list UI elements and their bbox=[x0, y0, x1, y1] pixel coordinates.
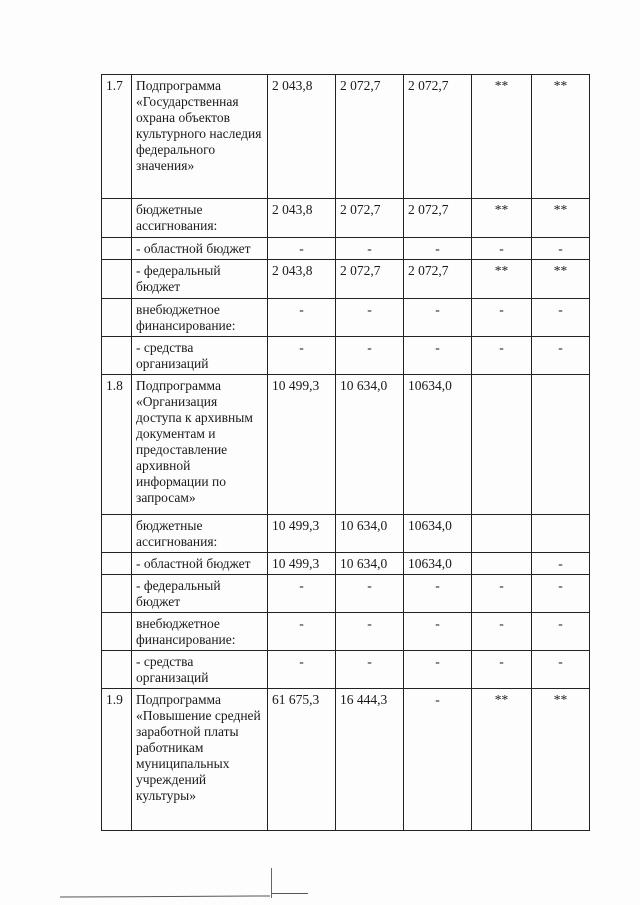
value-cell: - bbox=[404, 651, 472, 689]
value-cell: - bbox=[532, 553, 590, 575]
value-cell: - bbox=[336, 613, 404, 651]
row-label: - федеральный бюджет bbox=[132, 260, 268, 299]
row-index: 1.7 bbox=[102, 75, 132, 199]
value-cell: - bbox=[404, 299, 472, 337]
table-row bbox=[102, 375, 590, 515]
value-cell: - bbox=[472, 613, 532, 651]
row-index bbox=[102, 515, 132, 553]
value-cell: - bbox=[268, 575, 336, 613]
value-cell: ** bbox=[472, 75, 532, 199]
row-index bbox=[102, 238, 132, 260]
value-cell: 2 072,7 bbox=[404, 75, 472, 199]
value-cell: - bbox=[472, 337, 532, 375]
value-cell: 2 072,7 bbox=[336, 260, 404, 299]
table-row bbox=[102, 553, 590, 575]
row-label: - средства организаций bbox=[132, 651, 268, 689]
row-index bbox=[102, 299, 132, 337]
row-index bbox=[102, 199, 132, 238]
table-row bbox=[102, 575, 590, 613]
table-row bbox=[102, 238, 590, 260]
row-label: - средства организаций bbox=[132, 337, 268, 375]
value-cell: - bbox=[404, 575, 472, 613]
row-label: Подпрограмма «Государственная охрана объектов культурного наследия федерального значения» bbox=[132, 75, 268, 199]
value-cell: ** bbox=[532, 689, 590, 831]
value-cell: 10 499,3 bbox=[268, 553, 336, 575]
value-cell: 10634,0 bbox=[404, 375, 472, 515]
value-cell: - bbox=[532, 575, 590, 613]
row-index bbox=[102, 260, 132, 299]
table-row bbox=[102, 260, 590, 299]
row-index: 1.8 bbox=[102, 375, 132, 515]
table-row bbox=[102, 651, 590, 689]
budget-table bbox=[101, 74, 590, 831]
value-cell bbox=[532, 375, 590, 515]
value-cell: - bbox=[532, 238, 590, 260]
row-label: - областной бюджет bbox=[132, 553, 268, 575]
value-cell: 10 634,0 bbox=[336, 553, 404, 575]
row-index bbox=[102, 553, 132, 575]
value-cell: 2 072,7 bbox=[404, 260, 472, 299]
table-row bbox=[102, 199, 590, 238]
table-row bbox=[102, 75, 590, 199]
value-cell: 10634,0 bbox=[404, 515, 472, 553]
value-cell bbox=[472, 515, 532, 553]
value-cell: 61 675,3 bbox=[268, 689, 336, 831]
row-index bbox=[102, 575, 132, 613]
table-row bbox=[102, 299, 590, 337]
value-cell bbox=[472, 553, 532, 575]
value-cell: - bbox=[336, 651, 404, 689]
value-cell: - bbox=[404, 238, 472, 260]
value-cell: 10 634,0 bbox=[336, 375, 404, 515]
value-cell: 2 072,7 bbox=[336, 75, 404, 199]
value-cell: - bbox=[268, 299, 336, 337]
value-cell: - bbox=[404, 613, 472, 651]
value-cell: - bbox=[268, 238, 336, 260]
value-cell: - bbox=[336, 238, 404, 260]
value-cell bbox=[532, 515, 590, 553]
value-cell: ** bbox=[532, 199, 590, 238]
value-cell: - bbox=[472, 575, 532, 613]
value-cell: 2 072,7 bbox=[404, 199, 472, 238]
row-label: Подпрограмма «Повышение средней заработной платы работникам муниципальных учреждений культуры» bbox=[132, 689, 268, 831]
scan-artifact-tick bbox=[271, 868, 272, 898]
value-cell: 16 444,3 bbox=[336, 689, 404, 831]
row-label: бюджетные ассигнования: bbox=[132, 515, 268, 553]
scan-artifact-line bbox=[272, 893, 308, 894]
table-row bbox=[102, 613, 590, 651]
row-index bbox=[102, 337, 132, 375]
value-cell: - bbox=[268, 337, 336, 375]
value-cell: - bbox=[268, 651, 336, 689]
row-label: внебюджетное финансирование: bbox=[132, 299, 268, 337]
value-cell: - bbox=[404, 689, 472, 831]
value-cell: 10 634,0 bbox=[336, 515, 404, 553]
value-cell: - bbox=[532, 337, 590, 375]
value-cell: 2 072,7 bbox=[336, 199, 404, 238]
value-cell: - bbox=[472, 299, 532, 337]
value-cell: 2 043,8 bbox=[268, 75, 336, 199]
scan-artifact-line bbox=[60, 895, 270, 897]
row-index bbox=[102, 651, 132, 689]
value-cell: ** bbox=[532, 260, 590, 299]
table-row bbox=[102, 515, 590, 553]
table-row bbox=[102, 689, 590, 831]
value-cell: - bbox=[268, 613, 336, 651]
row-label: внебюджетное финансирование: bbox=[132, 613, 268, 651]
value-cell: 10 499,3 bbox=[268, 515, 336, 553]
value-cell: 10 499,3 bbox=[268, 375, 336, 515]
value-cell: - bbox=[336, 299, 404, 337]
row-label: бюджетные ассигнования: bbox=[132, 199, 268, 238]
row-label: - федеральный бюджет bbox=[132, 575, 268, 613]
value-cell: - bbox=[336, 575, 404, 613]
value-cell: ** bbox=[472, 260, 532, 299]
row-label: Подпрограмма «Организация доступа к архивным документам и предоставление архивной информации по запросам» bbox=[132, 375, 268, 515]
value-cell: - bbox=[532, 651, 590, 689]
value-cell: - bbox=[336, 337, 404, 375]
value-cell: 2 043,8 bbox=[268, 260, 336, 299]
row-index bbox=[102, 613, 132, 651]
value-cell: - bbox=[472, 651, 532, 689]
value-cell: - bbox=[472, 238, 532, 260]
value-cell: ** bbox=[472, 689, 532, 831]
value-cell: - bbox=[532, 613, 590, 651]
table-row bbox=[102, 337, 590, 375]
value-cell: - bbox=[532, 299, 590, 337]
value-cell: 10634,0 bbox=[404, 553, 472, 575]
value-cell bbox=[472, 375, 532, 515]
value-cell: ** bbox=[532, 75, 590, 199]
row-index: 1.9 bbox=[102, 689, 132, 831]
row-label: - областной бюджет bbox=[132, 238, 268, 260]
value-cell: 2 043,8 bbox=[268, 199, 336, 238]
value-cell: - bbox=[404, 337, 472, 375]
value-cell: ** bbox=[472, 199, 532, 238]
